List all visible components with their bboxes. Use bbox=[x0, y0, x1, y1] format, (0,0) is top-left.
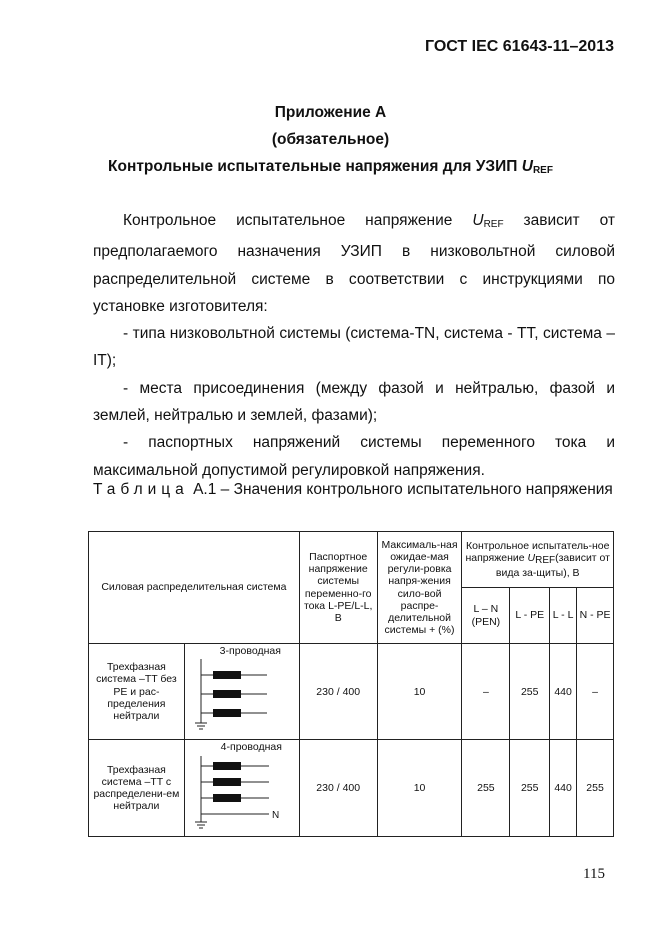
header-uref-text-a: Контрольное испытатель-ное напряжение bbox=[465, 539, 610, 564]
subject-symbol: U bbox=[521, 158, 533, 175]
header-l-n: L – N (PEN) bbox=[462, 588, 510, 644]
table-caption bbox=[93, 478, 615, 502]
row-l-n: 255 bbox=[462, 740, 510, 836]
neutral-label: N bbox=[271, 809, 280, 821]
appendix-title: Приложение А bbox=[274, 104, 387, 121]
header-rated-voltage: Паспортное напряжение системы переменно-го тока L-PE/L-L, В bbox=[299, 532, 377, 644]
appendix-status: (обязательное) bbox=[271, 131, 390, 148]
appendix-subject-text: Контрольные испытательные напряжения для УЗИП bbox=[108, 158, 522, 175]
paragraph-4: - паспортных напряжений системы переменного тока и максимальной допустимой регулировкой напряжения. bbox=[93, 434, 615, 479]
three-wire-diagram bbox=[189, 657, 295, 735]
row-l-pe: 255 bbox=[510, 644, 550, 740]
header-uref-text-b: (зависит от вида за-щиты), В bbox=[495, 551, 610, 580]
row-l-l: 440 bbox=[550, 644, 577, 740]
header-uref-subscript: REF bbox=[535, 554, 556, 566]
header-max-deviation: Максималь-ная ожидае-мая регули-ровка напря-жения сило-вой распре-делительной системы + (%) bbox=[377, 532, 462, 644]
table-caption-rest: А.1 – Значения контрольного испытательного напряжения bbox=[188, 481, 613, 498]
p1-text-a: Контрольное испытательное напряжение bbox=[123, 212, 473, 229]
diagram-label: 3-проводная bbox=[219, 645, 281, 657]
test-voltage-table bbox=[88, 531, 614, 837]
row-system-name: Трехфазная система –TT без PE и рас-пределения нейтрали bbox=[89, 644, 185, 740]
paragraph-3: - места присоединения (между фазой и нейтралью, фазой и землей, нейтралью и землей, фазами); bbox=[93, 379, 615, 425]
header-n-pe: N - PE bbox=[577, 588, 614, 644]
paragraph-1 bbox=[93, 207, 615, 320]
row-diagram-cell bbox=[184, 740, 299, 836]
row-n-pe: 255 bbox=[577, 740, 614, 836]
four-wire-diagram bbox=[189, 754, 295, 832]
table-header-row bbox=[89, 532, 614, 588]
row-rated-voltage: 230 / 400 bbox=[299, 740, 377, 836]
row-rated-voltage: 230 / 400 bbox=[299, 644, 377, 740]
row-l-l: 440 bbox=[550, 740, 577, 836]
row-l-pe: 255 bbox=[510, 740, 550, 836]
diagram-label: 4-проводная bbox=[220, 741, 282, 754]
row-max-deviation: 10 bbox=[377, 740, 462, 836]
header-system: Силовая распределительная система bbox=[89, 532, 300, 644]
standard-header: ГОСТ IEC 61643-11–2013 bbox=[424, 38, 614, 55]
row-system-name: Трехфазная система –TT с распределени-ем нейтрали bbox=[89, 740, 185, 836]
table-caption-word: Таблица bbox=[93, 481, 189, 498]
header-l-l: L - L bbox=[550, 588, 577, 644]
page-number: 115 bbox=[583, 866, 605, 882]
p1-symbol: U bbox=[472, 212, 484, 229]
row-n-pe: – bbox=[577, 644, 614, 740]
row-max-deviation: 10 bbox=[377, 644, 462, 740]
subject-subscript: REF bbox=[532, 165, 553, 176]
row-l-n: – bbox=[462, 644, 510, 740]
table-row bbox=[89, 644, 614, 740]
table-row bbox=[89, 740, 614, 836]
paragraph-2: - типа низковольтной системы (система-TN, система - TT, система – IT); bbox=[93, 325, 615, 370]
header-uref-symbol: U bbox=[527, 551, 536, 564]
appendix-subject bbox=[0, 158, 661, 176]
row-diagram-cell bbox=[184, 644, 299, 740]
body-text bbox=[93, 207, 615, 484]
header-uref bbox=[462, 532, 614, 588]
header-l-pe: L - PE bbox=[510, 588, 550, 644]
p1-subscript: REF bbox=[483, 219, 504, 230]
p1-text-b: зависит от предполагаемого назначения УЗИП в низковольтной силовой распределительной системе в соответствии с инструкциями по установке изготовителя: bbox=[93, 212, 615, 315]
